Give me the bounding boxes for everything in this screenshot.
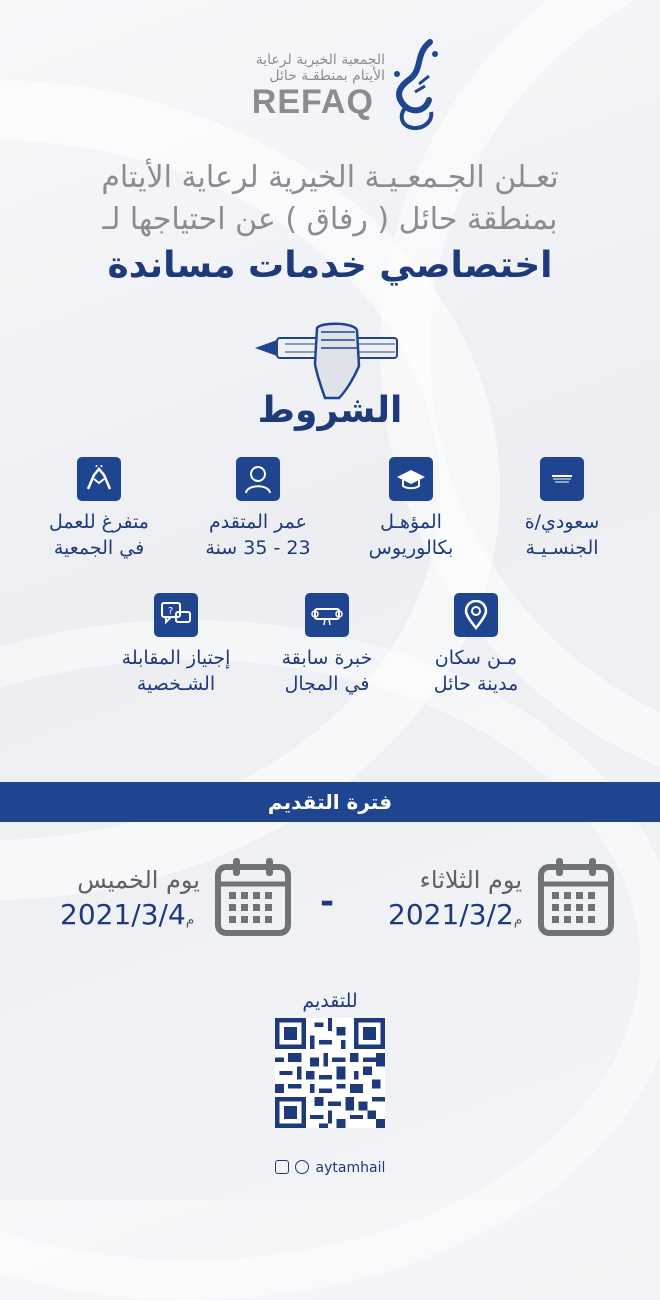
condition-experience xyxy=(257,593,397,697)
calendar-icon xyxy=(538,858,614,936)
refaq-logo xyxy=(235,34,445,134)
condition-interview xyxy=(106,593,246,697)
condition-label: مـن سكان مدينة حائل xyxy=(433,647,519,695)
twitter-icon xyxy=(295,1160,309,1174)
logo-arabic-line2: الأيتام بمنطقـة حائل xyxy=(269,68,385,84)
start-date: م2021/3/2 xyxy=(388,898,523,931)
condition-label: سعودي/ة الجنسـيـة xyxy=(524,511,600,559)
apply-label: للتقديم xyxy=(302,990,358,1012)
background-swoosh xyxy=(0,620,660,1300)
condition-label: المؤهـل بكالوريوس xyxy=(368,511,454,559)
instagram-icon xyxy=(275,1160,289,1174)
date-separator: - xyxy=(320,882,335,922)
headline-line2: بمنطقة حائل ( رفاق ) عن احتياجها لـ xyxy=(102,202,558,237)
condition-nationality xyxy=(492,457,632,561)
social-handle xyxy=(0,1160,660,1176)
logo-english: REFAQ xyxy=(251,83,374,121)
qr-code[interactable] xyxy=(275,1018,385,1128)
refaq-calligraphy-icon xyxy=(385,34,445,134)
condition-label: خبرة سابقة في المجال xyxy=(281,647,373,695)
job-title: اختصاصي خدمات مساندة xyxy=(107,245,553,286)
condition-label: متفرغ للعمل في الجمعية xyxy=(48,511,149,559)
headline-line1: تعـلن الجـمعـيـة الخيرية لرعاية الأيتام xyxy=(101,160,559,195)
person-icon xyxy=(236,457,280,501)
handle-text: aytamhail xyxy=(315,1160,386,1176)
logo-arabic-line1: الجمعية الخيرية لرعاية xyxy=(255,52,385,68)
location-pin-icon xyxy=(454,593,498,637)
condition-label: إجتياز المقابلة الشـخصية xyxy=(121,647,231,695)
graduation-cap-icon xyxy=(389,457,433,501)
saudi-flag-icon xyxy=(540,457,584,501)
condition-age xyxy=(188,457,328,561)
end-day: يوم الخميس xyxy=(77,866,200,894)
calendar-icon xyxy=(215,858,291,936)
application-period-banner: فترة التقديم xyxy=(0,782,660,822)
condition-full-time xyxy=(29,457,169,561)
start-day: يوم الثلاثاء xyxy=(419,866,522,894)
certificate-icon xyxy=(305,593,349,637)
condition-qualification xyxy=(341,457,481,561)
handshake-icon xyxy=(77,457,121,501)
end-date: م2021/3/4 xyxy=(60,898,195,931)
condition-residence xyxy=(406,593,546,697)
svg-text:?: ? xyxy=(168,606,174,617)
fist-pencil-icon xyxy=(255,320,405,400)
conditions-title: الشروط xyxy=(257,390,403,431)
condition-label: عمر المتقدم 23 - 35 سنة xyxy=(205,511,311,559)
interview-chat-icon xyxy=(154,593,198,637)
